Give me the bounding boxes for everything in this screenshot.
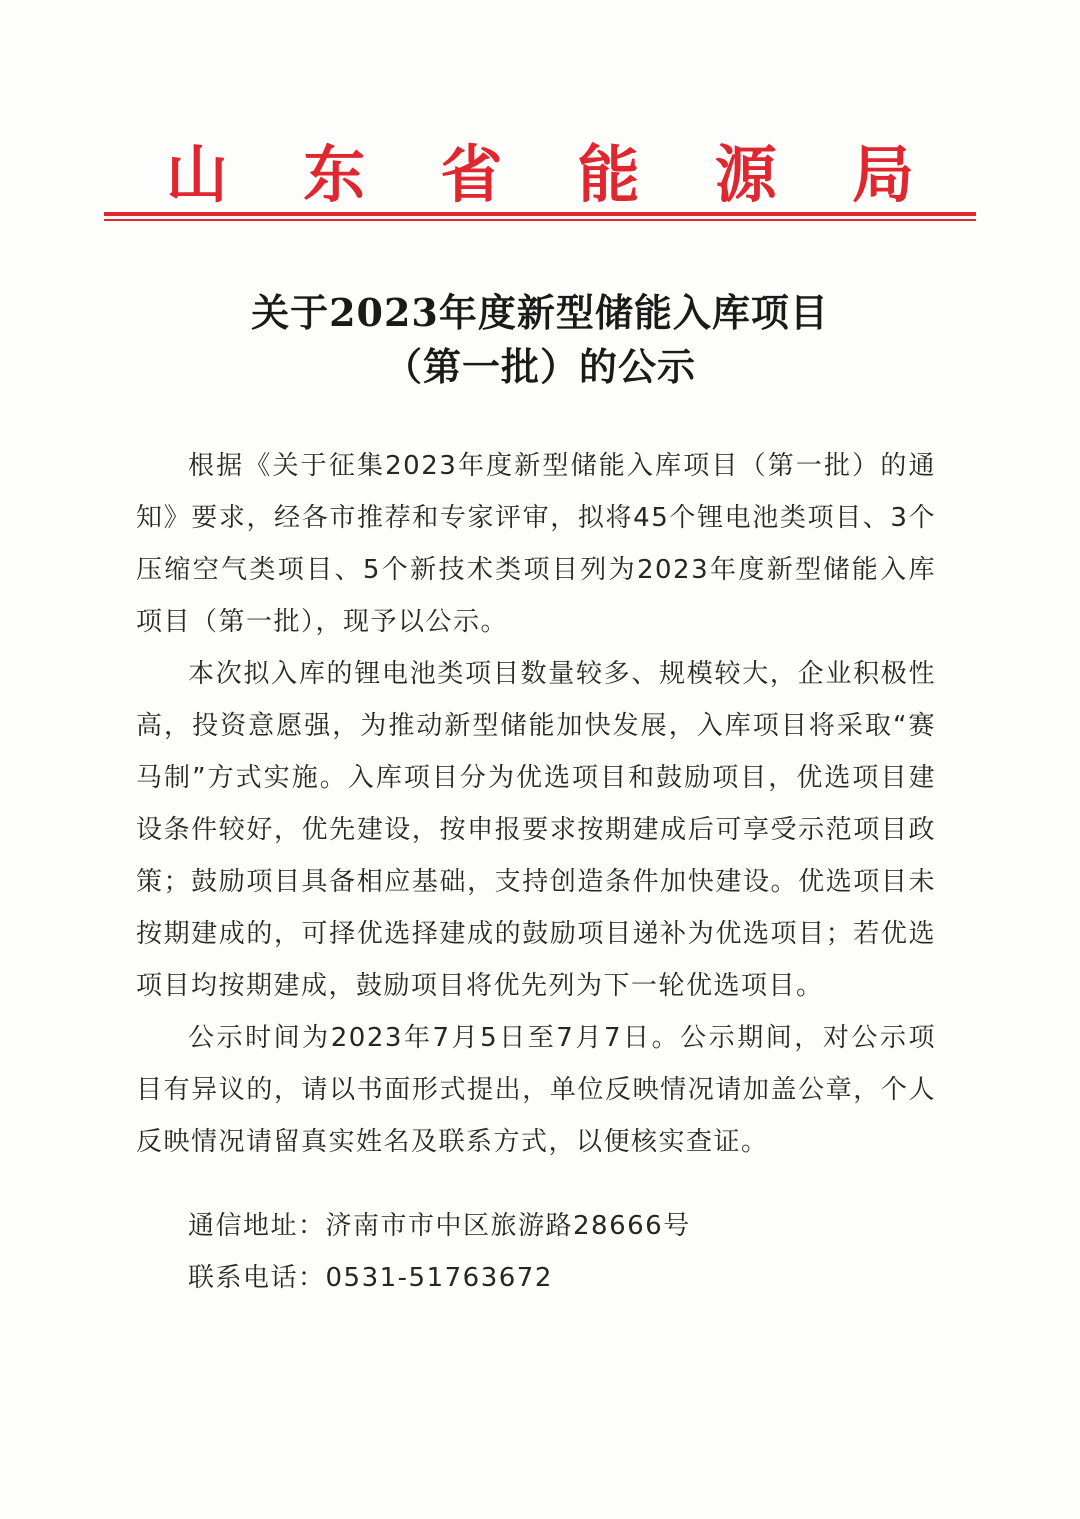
document-body <box>136 440 936 1168</box>
body-paragraph: 本次拟入库的锂电池类项目数量较多、规模较大，企业积极性高，投资意愿强，为推动新型储能加快发展，入库项目将采取“赛马制”方式实施。入库项目分为优选项目和鼓励项目，优选项目建设条件较好，优先建设，按申报要求按期建成后可享受示范项目政策；鼓励项目具备相应基础，支持创造条件加快建设。优选项目未按期建成的，可择优选择建成的鼓励项目递补为优选项目；若优选项目均按期建成，鼓励项目将优先列为下一轮优选项目。 <box>136 659 936 1001</box>
org-header-char: 源 <box>714 138 777 211</box>
body-paragraph: 公示时间为2023年7月5日至7月7日。公示期间，对公示项目有异议的，请以书面形式提出，单位反映情况请加盖公章，个人反映情况请留真实姓名及联系方式，以便核实查证。 <box>136 1023 936 1157</box>
body-paragraph: 根据《关于征集2023年度新型储能入库项目（第一批）的通知》要求，经各市推荐和专家评审，拟将45个锂电池类项目、3个压缩空气类项目、5个新技术类项目列为2023年度新型储能入库项目（第一批），现予以公示。 <box>136 451 936 637</box>
document-title-line-2: （第一批）的公示 <box>383 344 696 389</box>
org-header <box>104 140 976 210</box>
org-header-char: 东 <box>303 138 366 211</box>
org-header-char: 局 <box>851 138 914 211</box>
header-red-rule-thin <box>104 219 976 221</box>
contact-phone: 联系电话：0531-51763672 <box>188 1263 553 1293</box>
document-title-line-1: 关于2023年度新型储能入库项目 <box>251 290 829 335</box>
org-header-char: 山 <box>166 138 229 211</box>
contact-address: 通信地址：济南市市中区旅游路28666号 <box>188 1211 691 1241</box>
org-header-char: 省 <box>440 138 503 211</box>
org-header-char: 能 <box>577 138 640 211</box>
header-red-rule <box>104 212 976 216</box>
